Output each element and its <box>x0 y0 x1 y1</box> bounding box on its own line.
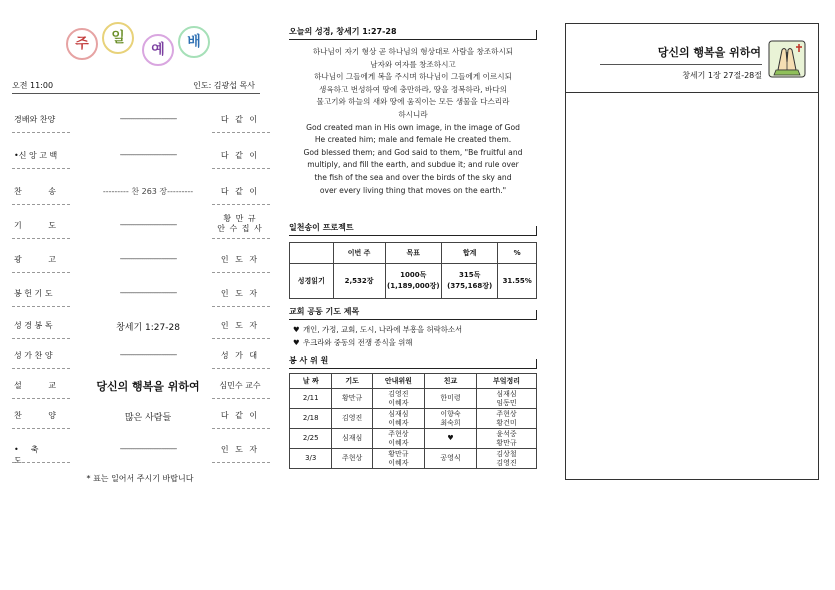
scripture-line: 물고기와 하늘의 새와 땅에 움직이는 모든 생물을 다스리라 <box>316 97 510 107</box>
order-row <box>12 110 262 132</box>
table-cell <box>477 449 537 469</box>
scripture-line: 하나님이 그들에게 복을 주시며 하나님이 그들에게 이르시되 <box>314 72 512 82</box>
order-right: 다 같 이 <box>220 411 260 420</box>
prayer-item-text: 개인, 가정, 교회, 도시, 나라에 부흥을 허락하소서 <box>303 325 463 334</box>
cell-line: 이혜자 <box>388 418 409 427</box>
cell-line: 황만규 <box>388 449 409 458</box>
table-row <box>290 409 537 429</box>
table-row <box>290 449 537 469</box>
cell-line: 이혜자 <box>388 458 409 467</box>
order-row <box>12 182 262 204</box>
cell-line: 이향숙 <box>440 409 461 418</box>
prayer-list <box>293 324 462 349</box>
panel-divider <box>566 92 818 93</box>
table-cell <box>372 449 424 469</box>
table-header <box>290 243 334 264</box>
scripture-line: over every living thing that moves on the earth." <box>319 185 507 195</box>
sermon-title: 당신의 행복을 위하여 <box>657 46 761 59</box>
scripture-heading: 오늘의 성경, 창세기 1:27-28 <box>289 26 537 40</box>
cell-line: 한미령 <box>440 394 461 402</box>
heart-icon: ♥ <box>447 434 454 442</box>
table-cell: 31.55% <box>498 264 537 299</box>
title-char-1: 주 <box>66 28 98 60</box>
prayer-item-text: 우크라와 중동의 전쟁 종식을 위해 <box>303 337 413 347</box>
order-right: 인 도 자 <box>220 289 260 298</box>
table-header: 기도 <box>332 374 372 389</box>
order-middle: 많은 사람들 <box>124 413 172 423</box>
order-label: 찬 양 <box>14 411 68 420</box>
table-cell <box>385 264 442 299</box>
scripture-line: the fish of the sea and over the birds of the sky and <box>314 172 512 182</box>
table-cell <box>372 429 424 449</box>
title-char-2: 일 <box>102 22 134 54</box>
title-char-3: 예 <box>142 34 174 66</box>
order-middle: ------------------------------ <box>119 220 177 229</box>
table-cell: 2/18 <box>290 409 332 429</box>
order-middle: --------- 찬 263 장--------- <box>102 187 194 196</box>
cell-line: 심재심 <box>496 389 517 398</box>
table-cell: 2/25 <box>290 429 332 449</box>
table-header: 친교 <box>424 374 476 389</box>
list-item <box>293 337 462 350</box>
order-middle: ------------------------------ <box>119 444 177 453</box>
worship-title <box>62 22 222 68</box>
order-right: 성 가 대 <box>220 351 260 360</box>
order-middle: ------------------------------ <box>119 350 177 359</box>
order-row <box>12 284 262 306</box>
heart-icon: ♥ <box>293 337 300 347</box>
order-label: 찬 송 <box>14 187 68 196</box>
order-middle: ------------------------------ <box>119 254 177 263</box>
order-row <box>12 146 262 168</box>
prayer-heading: 교회 공동 기도 제목 <box>289 306 537 320</box>
order-label: •신 앙 고 백 <box>14 151 58 160</box>
order-row <box>12 316 262 338</box>
table-cell: 성경읽기 <box>290 264 334 299</box>
table-header: 합계 <box>442 243 498 264</box>
scripture-line: 생육하고 번성하여 땅에 충만하라, 땅을 정복하라, 바다의 <box>318 84 508 94</box>
order-right-line: 황 만 규 <box>223 214 257 223</box>
cell-line: 이혜자 <box>388 438 409 447</box>
sermon-passage: 창세기 1장 27절-28절 <box>682 71 762 80</box>
scripture-line: He created him; male and female He created them. <box>314 135 512 145</box>
scripture-line: God blessed them; and God said to them, "Be fruitful and <box>303 147 523 157</box>
order-right: 인 도 자 <box>220 255 260 264</box>
order-right: 다 같 이 <box>220 151 260 160</box>
sermon-title-underline <box>600 64 762 65</box>
list-item <box>293 324 462 337</box>
order-right: 다 같 이 <box>220 115 260 124</box>
order-label: 기 도 <box>14 221 68 230</box>
scripture-line: 남자와 여자를 창조하시고 <box>370 59 456 69</box>
header-divider <box>12 93 260 94</box>
order-middle: ------------------------------ <box>119 114 177 123</box>
table-header: % <box>498 243 537 264</box>
order-label: 성 가 찬 양 <box>14 351 53 360</box>
cell-line: 315독 <box>458 271 481 279</box>
table-cell: 3/3 <box>290 449 332 469</box>
table-header: 날 짜 <box>290 374 332 389</box>
order-middle: ------------------------------ <box>119 150 177 159</box>
table-cell <box>372 409 424 429</box>
cell-line: 주현상 <box>496 409 517 418</box>
scripture-text <box>289 46 537 197</box>
order-row <box>12 440 262 465</box>
order-label: 설 교 <box>14 381 68 390</box>
table-cell: 2,532장 <box>333 264 385 299</box>
table-cell <box>477 409 537 429</box>
table-header: 목표 <box>385 243 442 264</box>
order-right-line: 안 수 집 사 <box>217 224 263 233</box>
order-right: 인 도 자 <box>220 321 260 330</box>
cell-line: 황만규 <box>496 438 517 447</box>
order-row <box>12 346 262 368</box>
order-label: •축 도 <box>14 445 51 465</box>
order-label: 경배와 찬양 <box>14 115 56 124</box>
scripture-line: God created man in His own image, in the image of God <box>306 122 520 132</box>
table-header: 이번 주 <box>333 243 385 264</box>
order-label: 성 경 봉 독 <box>14 321 53 330</box>
order-right: 다 같 이 <box>220 187 260 196</box>
cell-line: 심재심 <box>388 409 409 418</box>
table-cell <box>372 389 424 409</box>
scripture-line: 하나님이 자기 형상 곧 하나님의 형상대로 사람을 창조하시되 <box>312 47 514 56</box>
service-time: 오전 11:00 <box>12 81 54 90</box>
order-right <box>214 214 266 234</box>
table-row <box>290 429 537 449</box>
scripture-line: multiply, and fill the earth, and subdue it; and rule over <box>307 160 519 170</box>
order-row <box>12 376 262 398</box>
table-header: 부엌정리 <box>477 374 537 389</box>
project-table <box>289 242 537 299</box>
cell-line: 윤석중 <box>496 429 517 438</box>
table-row <box>290 389 537 409</box>
cell-line: 임동민 <box>496 398 517 407</box>
table-cell: 심재심 <box>332 429 372 449</box>
project-heading: 일천송이 프로젝트 <box>289 222 537 236</box>
table-cell <box>424 429 476 449</box>
cell-line: (375,168장) <box>447 282 493 290</box>
sermon-title-left: 당신의 행복을 위하여 <box>96 380 200 393</box>
service-table <box>289 373 537 469</box>
cell-line: 김영진 <box>496 458 517 467</box>
standing-note: * 표는 일어서 주시기 바랍니다 <box>86 474 194 483</box>
order-label: 봉 헌 기 도 <box>14 289 53 298</box>
table-cell: 주현상 <box>332 449 372 469</box>
cell-line: 공영식 <box>440 454 461 462</box>
cell-line: 황건미 <box>496 418 517 427</box>
heart-icon: ♥ <box>293 325 300 334</box>
service-leader: 인도: 김광섭 목사 <box>193 81 255 90</box>
praying-hands-icon <box>768 40 806 78</box>
table-cell: 2/11 <box>290 389 332 409</box>
cell-line: 1000독 <box>400 271 427 279</box>
table-cell: 황만규 <box>332 389 372 409</box>
order-middle: 창세기 1:27-28 <box>116 323 180 333</box>
table-cell <box>424 449 476 469</box>
table-cell <box>442 264 498 299</box>
table-cell <box>477 389 537 409</box>
order-row <box>12 216 262 238</box>
cell-line: (1,189,000장) <box>387 282 440 290</box>
cell-line: 주현상 <box>388 429 409 438</box>
table-cell <box>424 409 476 429</box>
table-header: 안내위원 <box>372 374 424 389</box>
order-row <box>12 406 262 428</box>
cell-line: 김상철 <box>496 449 517 458</box>
cell-line: 김영진 <box>388 389 409 398</box>
table-cell <box>424 389 476 409</box>
table-cell <box>477 429 537 449</box>
table-cell: 김영진 <box>332 409 372 429</box>
cell-line: 최숙희 <box>440 418 461 427</box>
title-char-4: 배 <box>178 26 210 58</box>
cell-line: 이혜자 <box>388 398 409 407</box>
order-middle: ------------------------------ <box>119 288 177 297</box>
order-row <box>12 250 262 272</box>
scripture-line: 하시니라 <box>398 109 428 119</box>
order-right: 인 도 자 <box>220 445 260 454</box>
order-right: 심민수 교수 <box>219 381 261 390</box>
order-label: 광 고 <box>14 255 68 264</box>
service-heading: 봉 사 위 원 <box>289 355 537 369</box>
